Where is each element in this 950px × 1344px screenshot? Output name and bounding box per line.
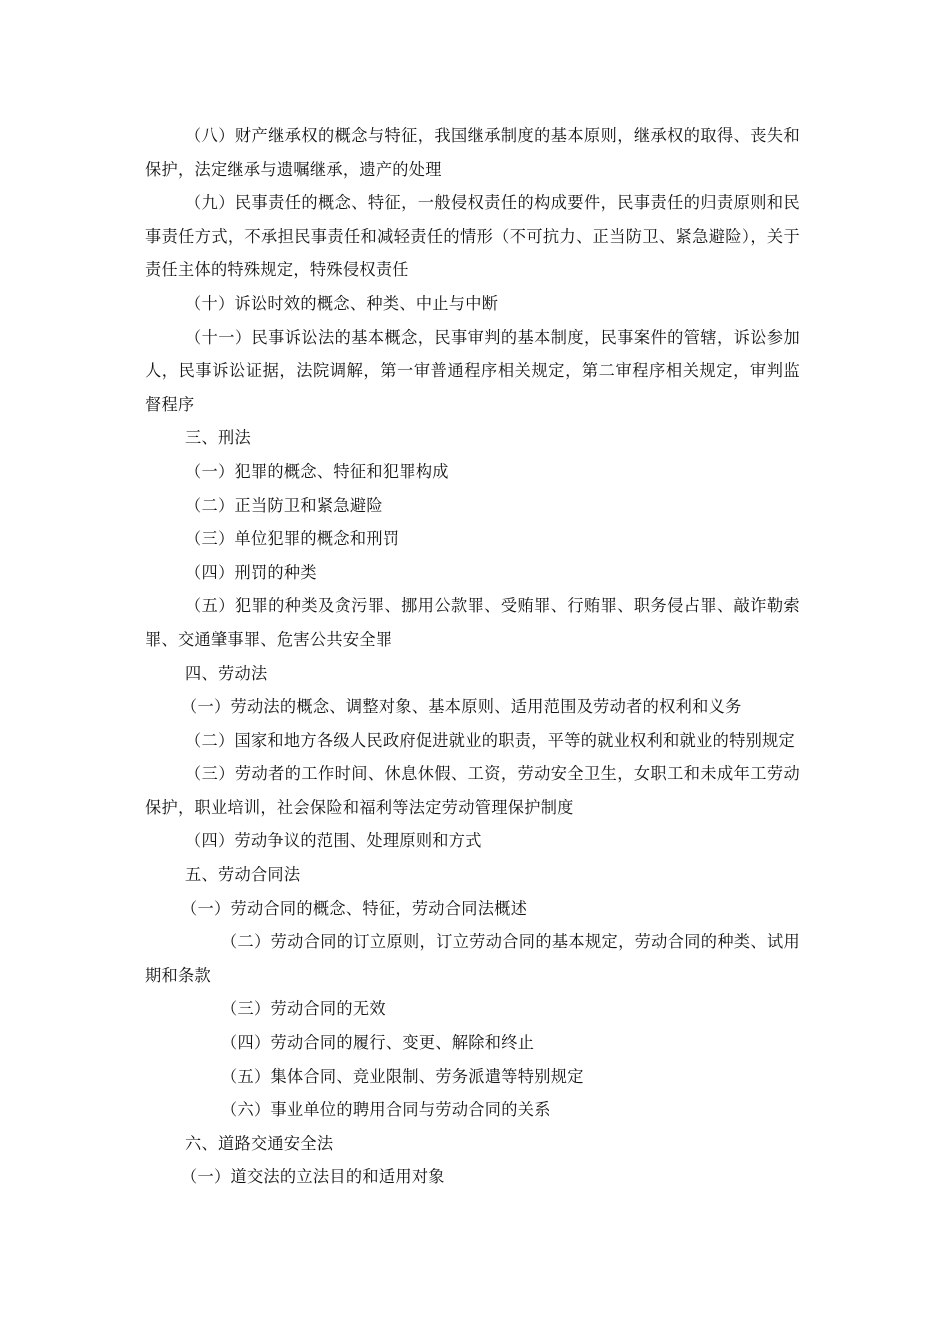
paragraph-self-defense: （二）正当防卫和紧急避险: [185, 495, 383, 515]
paragraph-employment-contract: （六）事业单位的聘用合同与劳动合同的关系: [221, 1100, 551, 1120]
paragraph-contract-performance: （四）劳动合同的履行、变更、解除和终止: [221, 1033, 535, 1053]
paragraph-limitation: （十）诉讼时效的概念、种类、中止与中断: [185, 293, 499, 313]
paragraph-civil-liability: （九）民事责任的概念、特征，一般侵权责任的构成要件，民事责任的归责原则和民事责任方式，不承担民事责任和减轻责任的情形（不可抗力、正当防卫、紧急避险），关于责任主体的特殊规定，特殊侵权责任: [145, 193, 800, 280]
paragraph-employment-promotion: （二）国家和地方各级人民政府促进就业的职责，平等的就业权利和就业的特别规定: [185, 730, 796, 750]
paragraph-special-rules: （五）集体合同、竞业限制、劳务派遣等特别规定: [221, 1066, 584, 1086]
paragraph-penalty-types: （四）刑罚的种类: [185, 562, 317, 582]
paragraph-contract-invalid: （三）劳动合同的无效: [221, 999, 386, 1019]
heading-labor-law: 四、劳动法: [185, 663, 268, 683]
paragraph-unit-crime: （三）单位犯罪的概念和刑罚: [185, 529, 400, 549]
paragraph-contract-formation: （二）劳动合同的订立原则，订立劳动合同的基本规定，劳动合同的种类、试用期和条款: [145, 932, 800, 985]
paragraph-traffic-purpose: （一）道交法的立法目的和适用对象: [181, 1167, 445, 1187]
paragraph-inheritance: （八）财产继承权的概念与特征，我国继承制度的基本原则，继承权的取得、丧失和保护，法定继承与遗嘱继承，遗产的处理: [145, 126, 800, 179]
heading-criminal-law: 三、刑法: [185, 428, 251, 448]
heading-road-traffic-law: 六、道路交通安全法: [185, 1133, 334, 1153]
heading-labor-contract-law: 五、劳动合同法: [185, 865, 301, 885]
paragraph-crime-types: （五）犯罪的种类及贪污罪、挪用公款罪、受贿罪、行贿罪、职务侵占罪、敲诈勒索罪、交通肇事罪、危害公共安全罪: [145, 596, 800, 649]
document-page: [145, 119, 800, 1194]
paragraph-civil-procedure: （十一）民事诉讼法的基本概念，民事审判的基本制度，民事案件的管辖，诉讼参加人，民事诉讼证据，法院调解，第一审普通程序相关规定，第二审程序相关规定，审判监督程序: [145, 327, 800, 414]
paragraph-labor-law-concept: （一）劳动法的概念、调整对象、基本原则、适用范围及劳动者的权利和义务: [181, 697, 742, 717]
paragraph-worker-protection: （三）劳动者的工作时间、休息休假、工资，劳动安全卫生，女职工和未成年工劳动保护，职业培训，社会保险和福利等法定劳动管理保护制度: [145, 764, 800, 817]
paragraph-contract-concept: （一）劳动合同的概念、特征，劳动合同法概述: [181, 898, 528, 918]
paragraph-labor-dispute: （四）劳动争议的范围、处理原则和方式: [185, 831, 482, 851]
paragraph-crime-concept: （一）犯罪的概念、特征和犯罪构成: [185, 461, 449, 481]
